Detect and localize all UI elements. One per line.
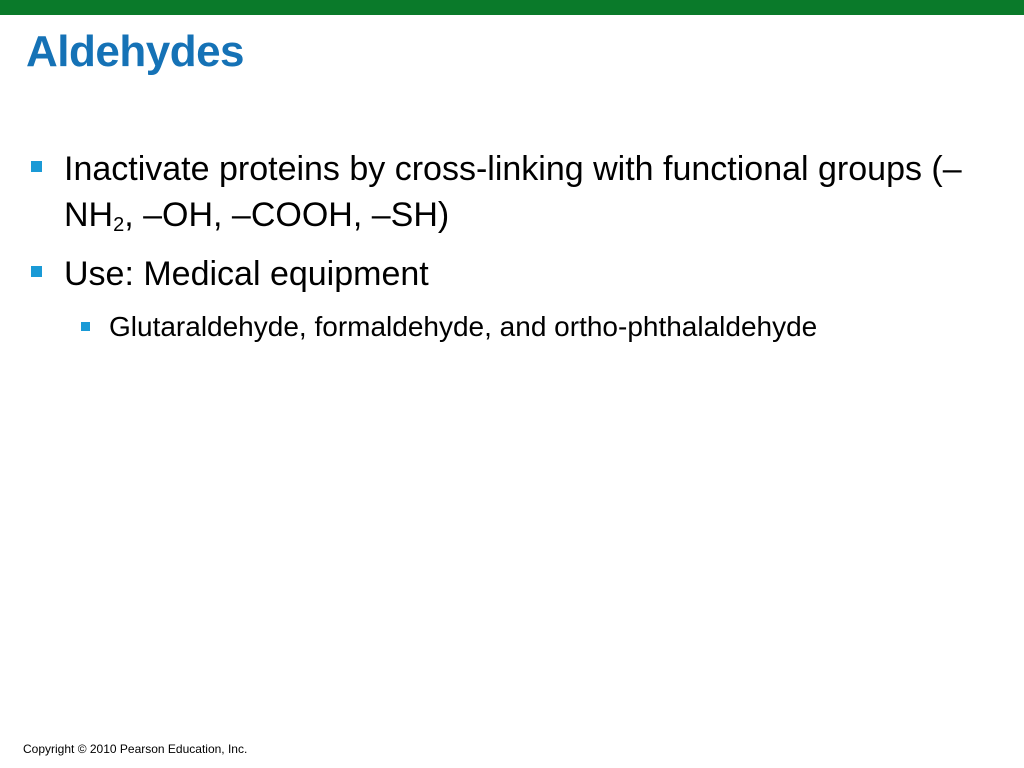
sub-bullet-text: Glutaraldehyde, formaldehyde, and ortho-phthalaldehyde: [109, 311, 818, 342]
bullet-item-inactivate-proteins: [64, 146, 964, 238]
square-bullet-icon: [31, 266, 42, 277]
bullet-text-part: Inactivate proteins by cross-linking with functional groups (–NH: [64, 150, 962, 234]
bullet-text: Use: Medical equipment: [64, 255, 429, 293]
bullet-text-part: , –OH, –COOH, –SH): [124, 196, 450, 234]
sub-bullet-item-aldehydes: [109, 309, 1009, 345]
slide-title: Aldehydes: [26, 27, 245, 76]
square-bullet-icon: [81, 322, 90, 331]
copyright-footer: Copyright © 2010 Pearson Education, Inc.: [23, 742, 248, 756]
subscript-text: 2: [113, 214, 125, 236]
top-accent-bar: [0, 0, 1024, 15]
square-bullet-icon: [31, 161, 42, 172]
bullet-item-use: [64, 251, 964, 297]
